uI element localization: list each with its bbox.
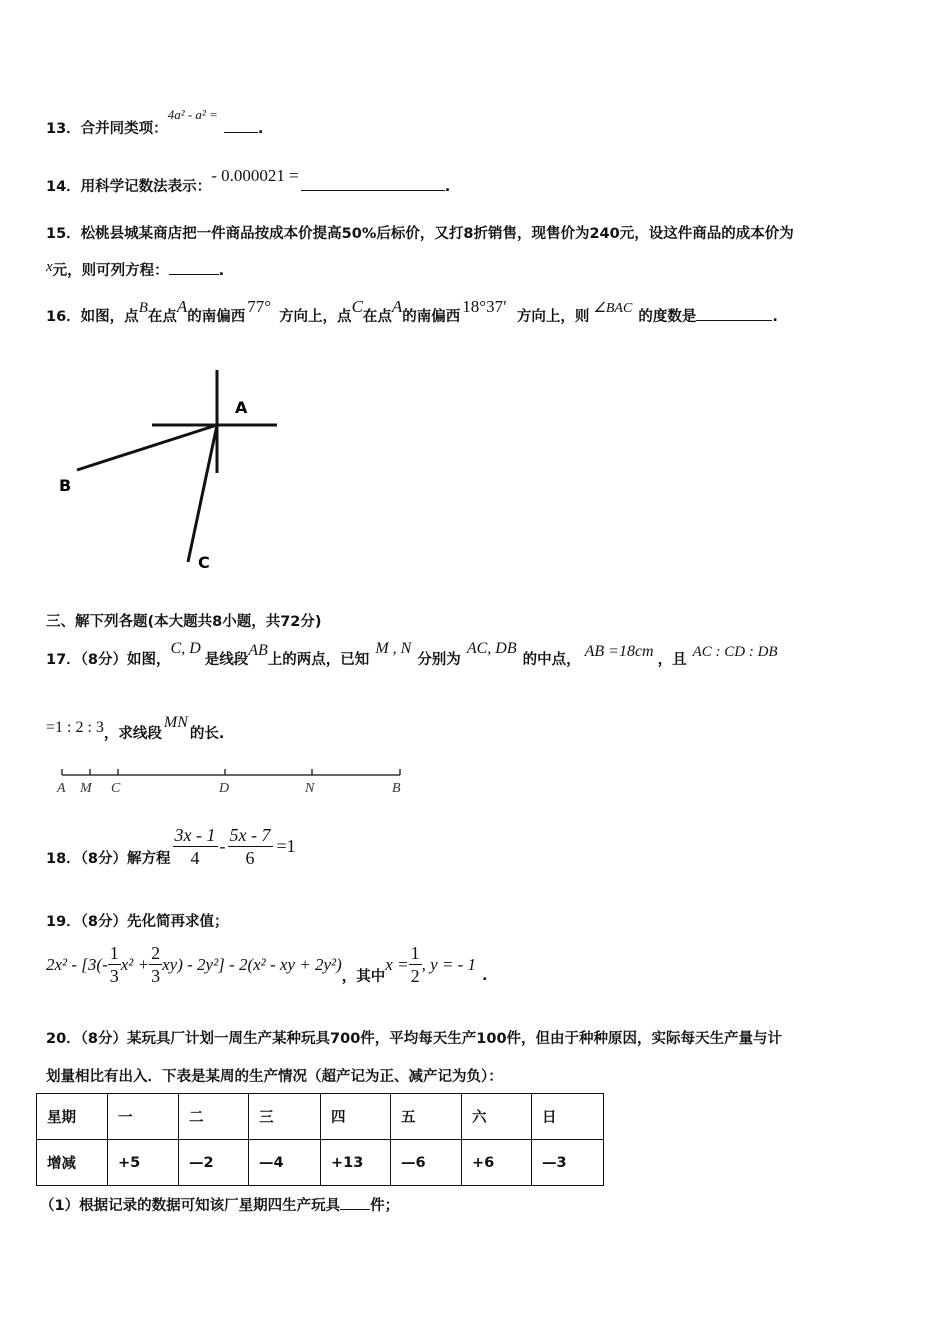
q20-sub1-text: （1）根据记录的数据可知该厂星期四生产玩具 <box>40 1198 341 1214</box>
question-15-line2 <box>46 259 224 280</box>
table-cell: +6 <box>462 1140 532 1186</box>
q16-text-3: 的南偏西 <box>187 309 246 325</box>
q16-text-2: 在点 <box>147 309 177 325</box>
q17-segment-mn: MN <box>163 714 188 731</box>
point-label-m: M <box>80 781 92 796</box>
q18-numerator-2: 5x - 7 <box>229 825 271 845</box>
q19-expr-1: 2x² - [3(- <box>46 954 108 974</box>
q16-text-5: 在点 <box>362 309 392 325</box>
q14-end: . <box>444 179 451 195</box>
q19-fraction-3-num: 1 <box>410 943 420 963</box>
q16-angle-1: 77° <box>247 297 272 316</box>
q16-text-1: 16．如图，点 <box>46 309 139 325</box>
ray-ac <box>188 425 217 562</box>
q16-point-a-2: A <box>391 297 403 316</box>
question-19-expression <box>46 942 488 987</box>
q16-angle-2: 18°37′ <box>462 297 507 316</box>
table-cell: —4 <box>249 1140 321 1186</box>
q17-ratio: AC : CD : DB <box>692 644 778 660</box>
q17-segments-ac-db: AC, DB <box>466 640 517 657</box>
q16-angle-name: ∠BAC <box>593 301 633 316</box>
table-header-row <box>37 1094 604 1140</box>
q17-points-mn: M , N <box>375 640 412 657</box>
q19-end: . <box>482 967 488 984</box>
q17-text-8: 的长. <box>189 726 225 742</box>
label-b: B <box>59 476 72 495</box>
q19-fraction-2-num: 2 <box>151 943 161 963</box>
table-cell: —2 <box>179 1140 249 1186</box>
q18-equals: =1 <box>276 836 296 856</box>
question-20-sub1 <box>40 1194 399 1215</box>
q19-fraction-1-den: 3 <box>109 966 119 986</box>
q14-answer-blank[interactable] <box>301 178 445 191</box>
q16-answer-blank[interactable] <box>696 308 772 321</box>
q16-end: . <box>772 309 778 325</box>
q17-segment-figure <box>52 765 412 799</box>
q15-variable: x <box>46 259 53 275</box>
q17-ab-length: AB =18cm <box>584 643 654 660</box>
question-20-line2: 划量相比有出入．下表是某周的生产情况（超产记为正、减产记为负）： <box>46 1069 503 1085</box>
ray-ab <box>77 425 217 470</box>
q17-text-4: 分别为 <box>417 652 461 668</box>
q18-fraction-2 <box>228 824 273 869</box>
table-cell: 五 <box>391 1094 462 1140</box>
q19-expr-2: x² + <box>120 954 150 974</box>
q18-numerator-1: 3x - 1 <box>174 825 216 845</box>
q19-expr-3: xy) - 2y²] - 2(x² - xy + 2y²) <box>162 954 342 974</box>
q18-minus: - <box>219 836 226 856</box>
q13-expression: 4a² - a² = <box>167 107 218 122</box>
section-3-title: 三、解下列各题(本大题共8小题，共72分) <box>46 614 322 630</box>
label-a: A <box>235 398 248 417</box>
table-cell: 六 <box>462 1094 532 1140</box>
q16-direction-figure <box>50 365 300 580</box>
table-cell: +5 <box>108 1140 179 1186</box>
q13-end: . <box>257 121 264 137</box>
q13-answer-blank[interactable] <box>224 120 258 133</box>
q16-point-b: B <box>138 300 148 316</box>
table-cell: 日 <box>532 1094 604 1140</box>
q15-text: 元，则可列方程： <box>52 263 169 279</box>
question-15-line1: 15．松桃县城某商店把一件商品按成本价提高50%后标价，又打8折销售，现售价为240元，设这件商品的成本价为 <box>46 226 794 242</box>
point-label-a: A <box>57 781 66 796</box>
q20-sub1-end: 件； <box>370 1198 400 1214</box>
point-label-b: B <box>392 781 401 796</box>
question-18 <box>46 824 296 869</box>
question-14 <box>46 166 451 196</box>
q17-text-6: ，且 <box>657 652 687 668</box>
production-table <box>36 1093 604 1186</box>
q19-where: ，其中 <box>341 969 386 985</box>
q16-text-7: 方向上，则 <box>516 309 590 325</box>
point-label-n: N <box>305 781 315 796</box>
point-label-c: C <box>111 781 121 796</box>
q19-fraction-1-num: 1 <box>109 943 119 963</box>
table-cell: +13 <box>321 1140 391 1186</box>
question-20-line1: 20．（8分）某玩具厂计划一周生产某种玩具700件，平均每天生产100件，但由于种种原因，实际每天生产量与计 <box>46 1031 783 1047</box>
q14-label: 14．用科学记数法表示： <box>46 179 212 195</box>
point-label-d: D <box>219 781 230 796</box>
table-cell: 二 <box>179 1094 249 1140</box>
table-cell: 一 <box>108 1094 179 1140</box>
q17-text-1: 17．（8分）如图， <box>46 652 171 668</box>
q16-point-a: A <box>176 297 188 316</box>
q19-expr-5: , y = - 1 <box>421 954 477 974</box>
q19-fraction-2 <box>149 942 162 987</box>
label-c: C <box>198 553 210 572</box>
q17-text-3: 上的两点，已知 <box>267 652 370 668</box>
q17-text-5: 的中点， <box>522 652 581 668</box>
q16-text-6: 的南偏西 <box>402 309 461 325</box>
q16-text-4: 方向上，点 <box>279 309 352 325</box>
table-cell: 增减 <box>37 1140 108 1186</box>
table-cell: 三 <box>249 1094 321 1140</box>
q13-label: 13．合并同类项： <box>46 121 168 137</box>
q17-text-2: 是线段 <box>204 652 249 668</box>
q16-point-c: C <box>351 297 363 316</box>
table-cell: 四 <box>321 1094 391 1140</box>
q14-expression: - 0.000021 = <box>211 166 299 185</box>
q18-label: 18．（8分）解方程 <box>46 851 171 867</box>
table-cell: 星期 <box>37 1094 108 1140</box>
question-13 <box>46 107 264 138</box>
question-17-line1 <box>46 640 778 669</box>
q17-points-cd: C, D <box>170 640 201 657</box>
q17-segment-ab: AB <box>248 642 268 659</box>
q18-fraction-1 <box>173 824 218 869</box>
question-19-label: 19．（8分）先化简再求值； <box>46 914 229 930</box>
q18-denominator-1: 4 <box>190 848 200 868</box>
table-row <box>37 1140 604 1186</box>
q18-denominator-2: 6 <box>245 848 255 868</box>
q15-end: . <box>218 263 225 279</box>
q15-answer-blank[interactable] <box>169 262 219 275</box>
question-16 <box>46 297 778 326</box>
table-cell: —3 <box>532 1140 604 1186</box>
q19-fraction-2-den: 3 <box>151 966 161 986</box>
table-cell: —6 <box>391 1140 462 1186</box>
question-17-line2 <box>46 714 225 743</box>
q19-fraction-3-den: 2 <box>410 966 420 986</box>
q19-fraction-3 <box>409 942 422 987</box>
q17-ratio-value: =1 : 2 : 3 <box>46 719 104 736</box>
q16-text-8: 的度数是 <box>638 309 697 325</box>
q17-text-7: ，求线段 <box>103 726 162 742</box>
q19-fraction-1 <box>108 942 121 987</box>
q19-expr-4: x = <box>385 954 409 974</box>
q20-sub1-answer-blank[interactable] <box>340 1197 370 1210</box>
